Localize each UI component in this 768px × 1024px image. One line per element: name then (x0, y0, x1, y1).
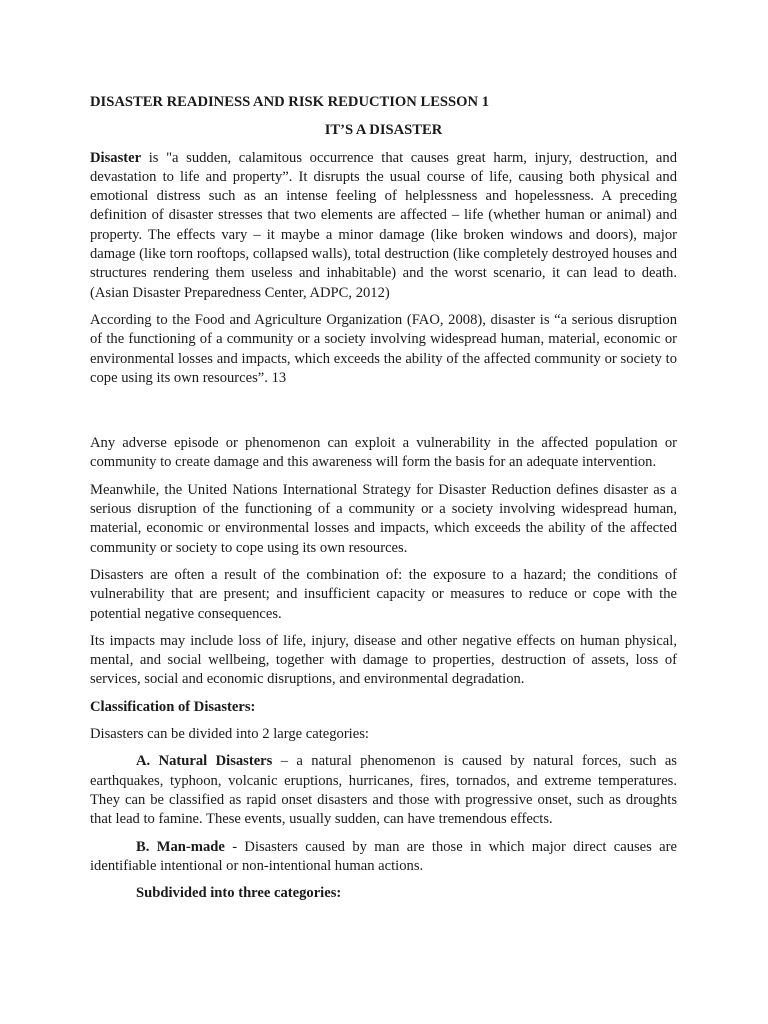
paragraph-text: is "a sudden, calamitous occurrence that causes great harm, injury, destruction, and devastation to life and property”. It disrupts the usual course of life, causing both physical and emotional distress such as an intense feeling of helplessness and hopelessness. A preceding definition of disaster stresses that two elements are affected – life (whether human or animal) and property. The effects vary – it maybe a minor damage (like broken windows and doors), major damage (like torn rooftops, collapsed walls), total destruction (like completely destroyed houses and structures rendering them useless and inhabitable) and the worst scenario, it can lead to death. (Asian Disaster Preparedness Center, ADPC, 2012) (90, 149, 677, 301)
man-made-label: B. Man-made (136, 838, 225, 855)
lesson-subtitle: IT’S A DISASTER (324, 122, 443, 139)
paragraph-adverse-episode: Any adverse episode or phenomenon can exploit a vulnerability in the affected population or community to create damage and this awareness will form the basis for an adequate intervention. (90, 435, 677, 471)
document-title: DISASTER READINESS AND RISK REDUCTION LESSON 1 (90, 94, 490, 110)
paragraph-fao-definition: According to the Food and Agriculture Organization (FAO, 2008), disaster is “a serious disruption of the functioning of a community or a society involving widespread human, material, economic or environmental losses and impacts, which exceeds the ability of the affected community or society to cope using its own resources”. 13 (90, 311, 677, 386)
subdivided-heading: Subdivided into three categories: (136, 885, 342, 902)
paragraph-un-definition: Meanwhile, the United Nations International Strategy for Disaster Reduction defines disaster as a serious disruption of the functioning of a community or a society involving widespread human, material, economic or environmental losses and impacts, which exceeds the ability of the affected community or society to cope using its own resources. (90, 481, 677, 556)
man-made-text: - Disasters caused by man are those in which major direct causes are identifiable intentional or non-intentional human actions. (90, 838, 677, 874)
natural-disasters-label: A. Natural Disasters (136, 753, 273, 770)
term-disaster: Disaster (90, 149, 142, 166)
spacer (90, 396, 677, 434)
document-page (90, 93, 677, 903)
natural-disasters-item (90, 752, 677, 829)
paragraph-impacts: Its impacts may include loss of life, injury, disease and other negative effects on human physical, mental, and social wellbeing, together with damage to properties, destruction of assets, loss of services, social and economic disruptions, and environmental degradation. (90, 632, 677, 688)
man-made-item (90, 838, 677, 877)
paragraph-disaster-definition (90, 149, 677, 303)
paragraph-combination: Disasters are often a result of the combination of: the exposure to a hazard; the conditions of vulnerability that are present; and insufficient capacity or measures to reduce or cope with the potential negative consequences. (90, 566, 677, 622)
natural-disasters-text: – a natural phenomenon is caused by natural forces, such as earthquakes, typhoon, volcanic eruptions, hurricanes, fires, tornados, and extreme temperatures. They can be classified as rapid onset disasters and those with progressive onset, such as droughts that lead to famine. These events, usually sudden, can have tremendous effects. (90, 753, 677, 828)
classification-heading: Classification of Disasters: (90, 698, 256, 715)
classification-intro: Disasters can be divided into 2 large categories: (90, 726, 369, 743)
